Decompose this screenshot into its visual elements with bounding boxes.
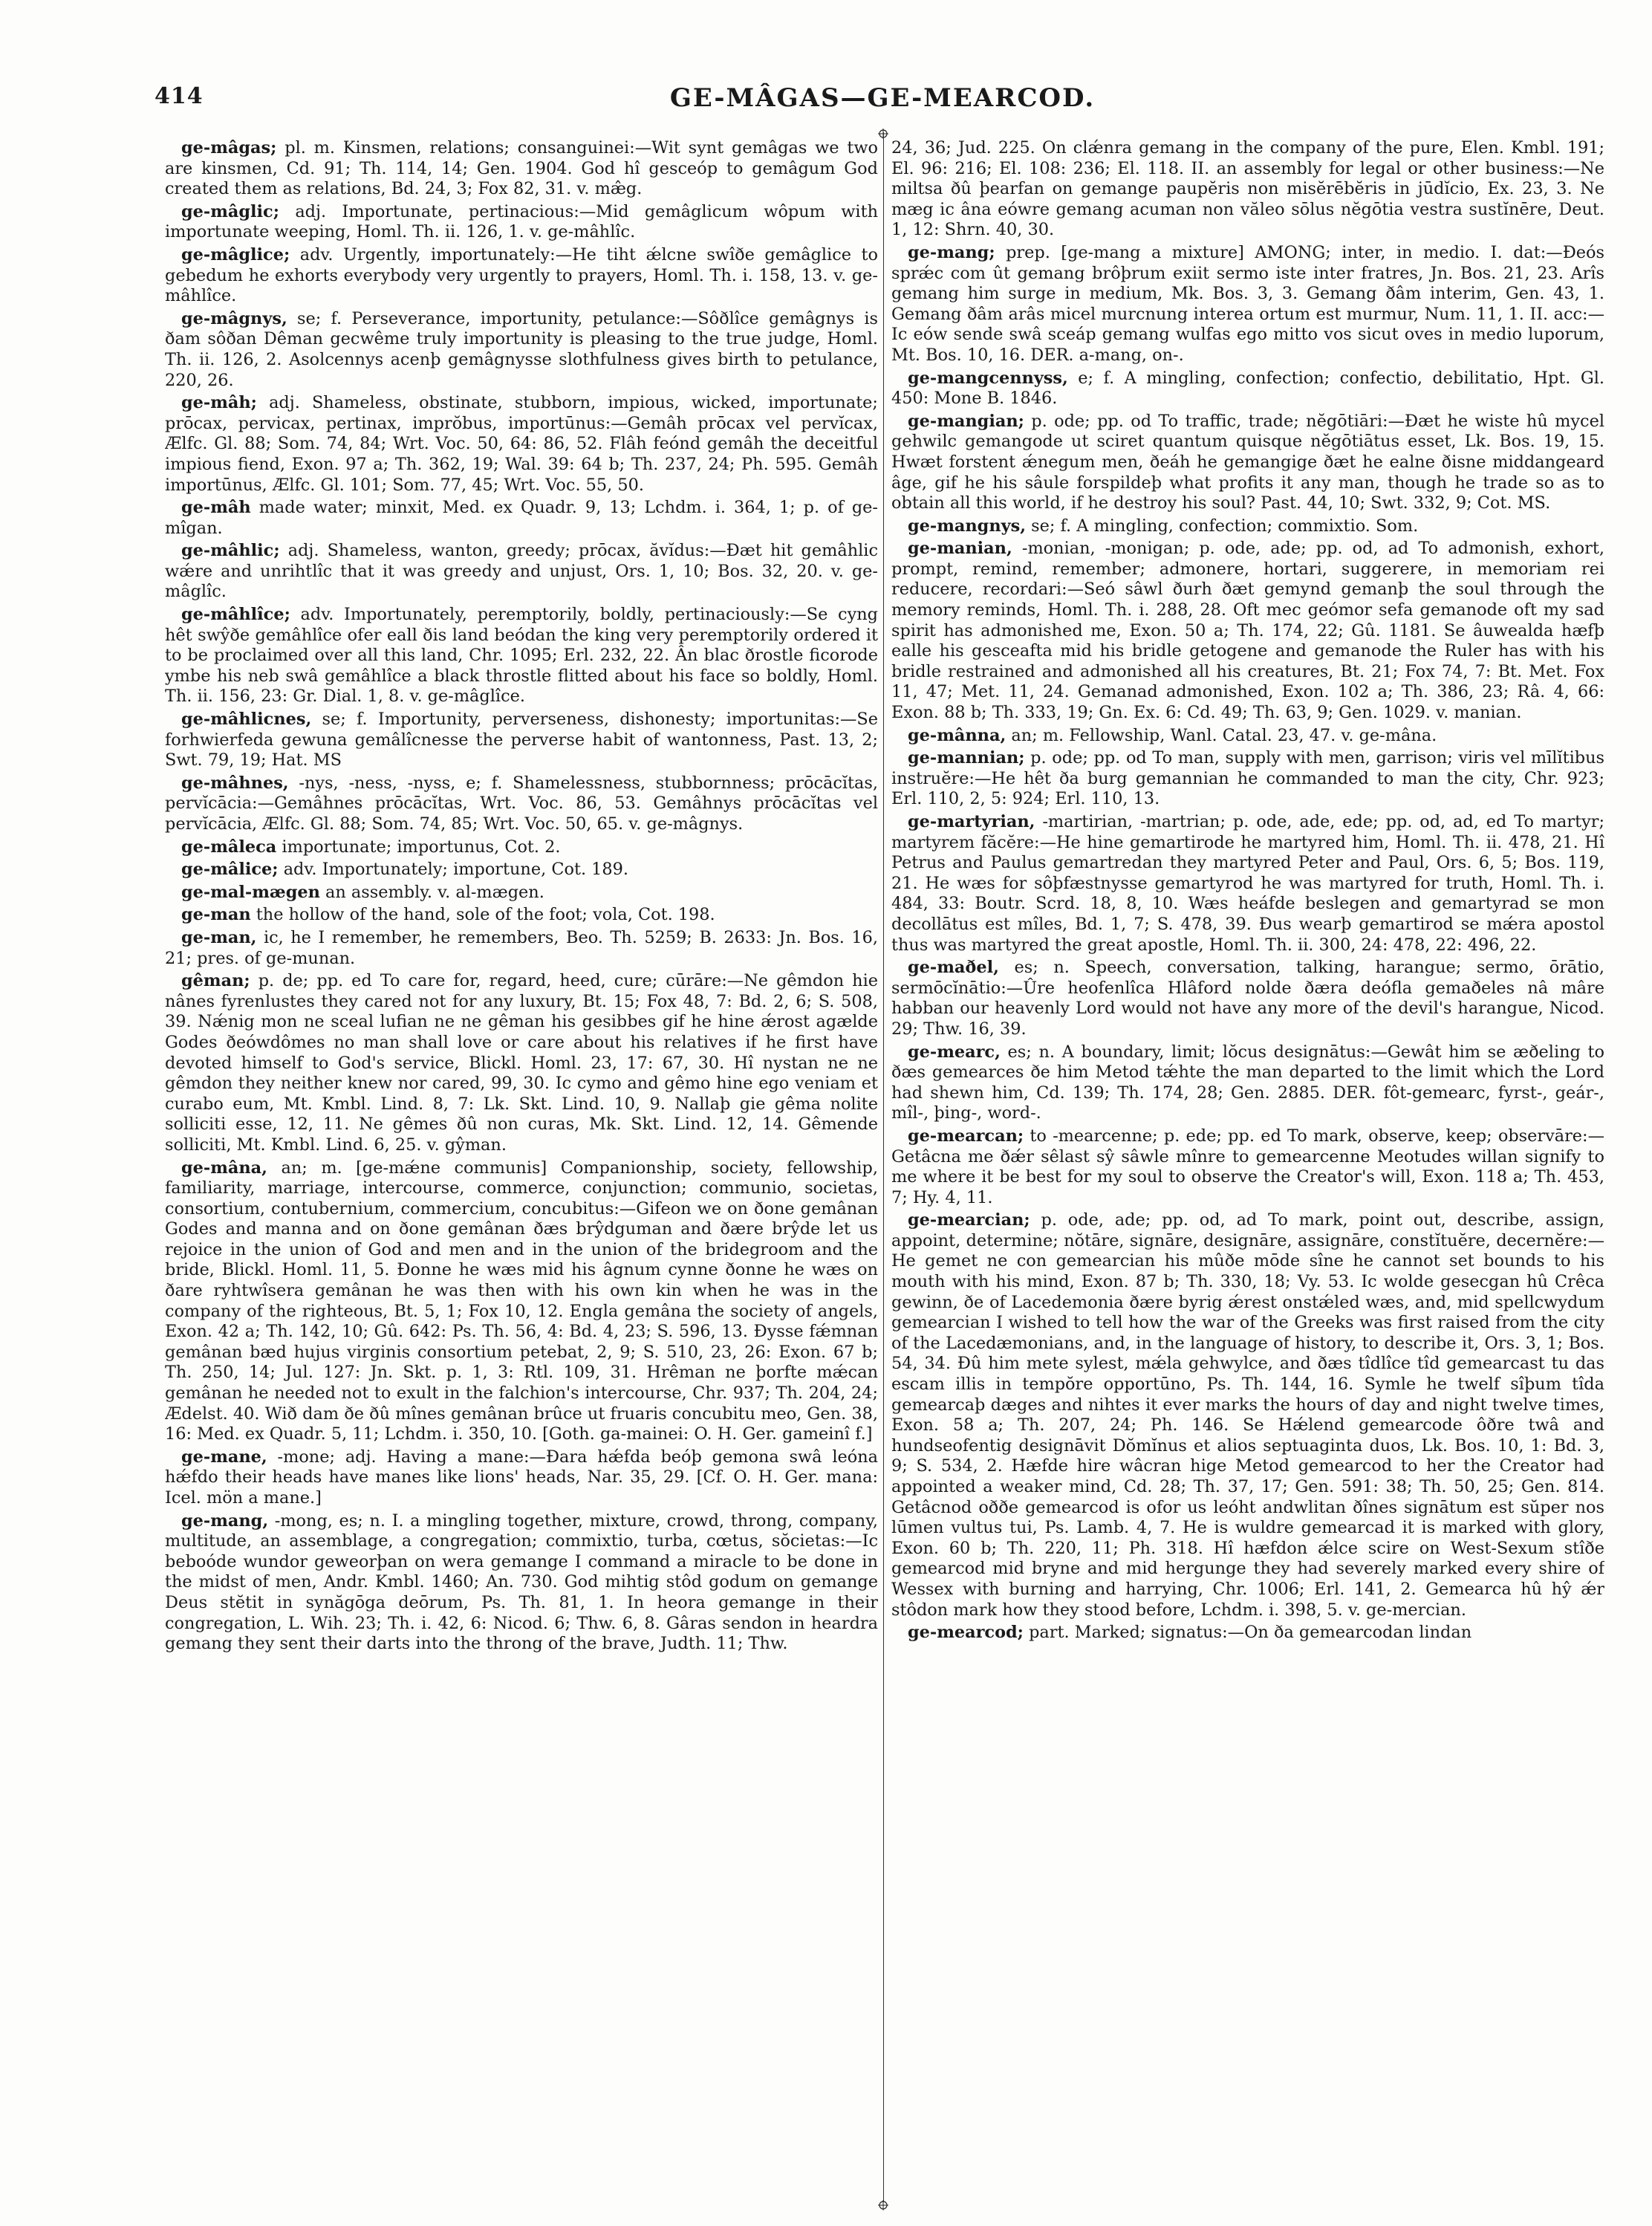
entry-text: pl. m. Kinsmen, relations; consanguinei:—Wit synt gemâgas we two are kinsmen, Cd. 91; Th. 114, 14; Gen. 1904. God hî gesceóp to gemâgum God created them as relations, Bd. 24, 3; Fox 82, 31. v. mæ̂g. (165, 138, 878, 199)
entry-text: the hollow of the hand, sole of the foot; vola, Cot. 198. (256, 905, 715, 925)
entry-headword: ge-mâlice; (181, 860, 279, 880)
entry-text: importunate; importunus, Cot. 2. (282, 837, 561, 857)
right-column (891, 138, 1604, 2204)
left-column (165, 138, 878, 2204)
dictionary-entry (891, 243, 1604, 366)
dictionary-entry (165, 1511, 878, 1655)
entry-text: adj. Shameless, wanton, greedy; prōcax, ăvĭdus:—Ðæt hit gemâhlic wǽre and unrihtlîc that it was greedy and unjust, Ors. 1, 10; Bos. 32, 20. v. ge-mâglîc. (165, 541, 878, 602)
entry-headword: ge-mal-mægen (181, 882, 320, 902)
entry-headword: ge-mâglic; (181, 201, 279, 221)
entry-text: to -mearcenne; p. ede; pp. ed To mark, observe, keep; observāre:—Getâcna me ðǽr sêlast sŷ sâwle mînre to gemearcenne Meotudes willan signify to me where it be best for my soul to observe the Creator's will, Exon. 118 a; Th. 453, 7; Hy. 4, 11. (891, 1126, 1604, 1207)
entry-headword: ge-mearcian; (908, 1210, 1030, 1230)
dictionary-entry (165, 837, 878, 858)
entry-text: -mong, es; n. I. a mingling together, mixture, crowd, throng, company, multitude, an assemblage, a congregation; commixtio, turba, cœtus, sŏcietas:—Ic beboóde wundor geweorþan on wera gemange I command a miracle to be done in the midst of men, Andr. Kmbl. 1460; An. 730. God mihtig stôd godum on gemange Deus stĕtit in synăgōga deōrum, Ps. Th. 81, 1. In heora gemange in their congregation, L. Wih. 23; Th. i. 42, 6: Nicod. 6; Thw. 6, 8. Gâras sendon in heardra gemang they sent their darts into the throng of the brave, Judth. 11; Thw. (165, 1510, 878, 1654)
dictionary-entry (165, 245, 878, 307)
dictionary-entry (891, 138, 1604, 241)
dictionary-entry (165, 498, 878, 539)
entry-headword: ge-mâhnes, (181, 773, 289, 793)
entry-text: p. ode; pp. od To man, supply with men, garrison; viris vel mīlĭtibus instruĕre:—He hêt ða burg gemannian he commanded to man the city, Chr. 923; Erl. 110, 2, 5: 924; Erl. 110, 13. (891, 748, 1604, 809)
entry-headword: ge-mâna, (181, 1158, 267, 1178)
dictionary-entry (165, 860, 878, 880)
entry-headword: ge-mâh (181, 498, 251, 518)
entry-text: se; f. Importunity, perverseness, dishonesty; importunitas:—Se forhwierfeda gewuna gemâlîcnesse the perverse habit of wantonness, Past. 13, 2; Swt. 79, 19; Hat. MS (165, 710, 878, 770)
entry-headword: ge-mâhlîce; (181, 605, 290, 625)
entry-text: adv. Importunately, peremptorily, boldly, pertinaciously:—Se cyng hêt swŷðe gemâhlîce ofer eall ðis land beódan the king very peremptorily ordered it to be proclaimed over all this land, Chr. 1095; Erl. 232, 22. Ân blac ðrostle ficorode ymbe his neb swâ gemâhlîce a black throstle flitted about his face so boldly, Homl. Th. ii. 156, 23: Gr. Dial. 1, 8. v. ge-mâglîce. (165, 605, 878, 707)
page-number: 414 (155, 83, 204, 109)
dictionary-entry (165, 710, 878, 771)
entry-headword: ge-mâgas; (181, 138, 277, 158)
page-title: GE-MÂGAS—GE-MEARCOD. (669, 83, 1096, 113)
entry-text: -monian, -monigan; p. ode, ade; pp. od, ad To admonish, exhort, prompt, remind, remember; admonere, hortari, suggerere, in memoriam rei reducere, recordari:—Seó sâwl ðurh ðæt gemynd gemanþ the soul through the memory reminds, Homl. Th. i. 288, 28. Oft mec geómor sefa gemanode oft my sad spirit has admonished me, Exon. 50 a; Th. 174, 22; Gû. 1181. Se âuwealda hæfþ ealle his gesceafta mid his bridle getogene and gemanode the Ruler has with his bridle restrained and admonished all his creatures, Bt. 21; Fox 74, 7: Bt. Met. Fox 11, 47; Met. 11, 24. Gemanad admonished, Exon. 102 a; Th. 386, 23; Râ. 4, 66: Exon. 88 b; Th. 333, 19; Gn. Ex. 6: Cd. 49; Th. 63, 9; Gen. 1029. v. manian. (891, 539, 1604, 723)
dictionary-entry (891, 516, 1604, 537)
dictionary-entry (891, 812, 1604, 955)
entry-headword: ge-mâh; (181, 393, 257, 413)
dictionary-entry (165, 773, 878, 835)
entry-headword: ge-mâglice; (181, 244, 290, 265)
entry-text: an; m. [ge-mǽne communis] Companionship, society, fellowship, familiarity, marriage, intercourse, commerce, conjunction; communio, societas, consortium, contubernium, commercium, concubitus:—Gifeon we on ðone gemânan Godes and manna and on ðone gemânan ðæs brŷdguman and ðære brŷde let us rejoice in the union of God and men and in the union of the bridegroom and the bride, Blickl. Homl. 11, 5. Ðonne he wæs mid his âgnum cynne ðonne he wæs on ðare ryhtwîsera gemânan he was then with his own kin when he was in the company of the righteous, Bt. 5, 1; Fox 10, 12. Engla gemâna the society of angels, Exon. 42 a; Th. 142, 10; Gû. 642: Ps. Th. 56, 4: Bd. 4, 23; S. 596, 13. Ðysse fǽmnan gemânan bæd hujus virginis consortium petebat, 2, 9; S. 510, 23, 26: Exon. 67 b; Th. 250, 14; Jul. 127: Jn. Skt. p. 1, 3: Rtl. 109, 31. Hrêman ne þorfte mǽcan gemânan he needed not to exult in the falchion's intercourse, Chr. 937; Th. 204, 24; Ædelst. 40. Wið dam ðe ðû mînes gemânan brûce ut fruaris concubitu meo, Gen. 38, 16: Med. ex Quadr. 5, 11; Lchdm. i. 350, 10. [Goth. ga-mainei: O. H. Ger. gameinî f.] (165, 1158, 878, 1444)
entry-headword: ge-mâgnys, (181, 308, 287, 328)
entry-headword: ge-mangcennyss, (908, 368, 1068, 388)
dictionary-entry (891, 1126, 1604, 1208)
dictionary-entry (165, 905, 878, 926)
dictionary-entry (165, 202, 878, 243)
entry-text: es; n. Speech, conversation, talking, harangue; sermo, ōrātio, sermōcĭnātio:—Ûre heofenlîca Hlâford nolde ðæra deófla gemaðeles nâ mâre habban our heavenly Lord would not have any more of the devil's harangue, Nicod. 29; Thw. 16, 39. (891, 958, 1604, 1039)
entry-headword: ge-martyrian, (908, 812, 1035, 831)
entry-text: part. Marked; signatus:—On ða gemearcodan lindan (1029, 1623, 1472, 1643)
entry-headword: ge-mang; (908, 242, 995, 262)
entry-headword: ge-maðel, (908, 958, 999, 978)
entry-text: p. de; pp. ed To care for, regard, heed, cure; cūrāre:—Ne gêmdon hie nânes fyrenlustes they cared not for any luxury, Bt. 15; Fox 48, 7: Bd. 2, 6; S. 508, 39. Nǽnig mon ne sceal lufian ne ne gêman his gesibbes gif he hine ǽrost agælde Godes ðeówdômes no man shall love or care about his relatives if he first have devoted himself to God's service, Blickl. Homl. 23, 17: 67, 30. Hî nystan ne ne gêmdon they neither knew nor cared, 99, 30. Ic cymo and gêmo hine ego veniam et curabo eum, Mt. Kmbl. Lind. 8, 7: Lk. Skt. Lind. 10, 9. Nallaþ gie gêma nolite solliciti esse, 12, 11. Ne gêmes ðû non curas, Mk. Skt. Lind. 12, 14. Gêmende solliciti, Mt. Kmbl. Lind. 6, 25. v. gŷman. (165, 971, 878, 1155)
dictionary-entry (891, 1210, 1604, 1620)
entry-text: e; f. A mingling, confection; confectio, debilitatio, Hpt. Gl. 450: Mone B. 1846. (891, 368, 1604, 409)
dictionary-entry (165, 605, 878, 707)
entry-text: ic, he I remember, he remembers, Beo. Th. 5259; B. 2633: Jn. Bos. 16, 21; pres. of ge-munan. (165, 927, 878, 968)
column-divider (883, 132, 884, 2202)
dictionary-entry (165, 309, 878, 391)
entry-text: es; n. A boundary, limit; lŏcus designātus:—Gewât him se æðeling to ðæs gemearces ðe him Metod tǽhte the man departed to the limit which the Lord had shewn him, Cd. 139; Th. 174, 28; Gen. 2885. DER. fôt-gemearc, fyrst-, geár-, mîl-, þing-, word-. (891, 1042, 1604, 1123)
dictionary-entry (891, 412, 1604, 514)
dictionary-entry (165, 928, 878, 969)
dictionary-entry (165, 883, 878, 903)
dictionary-entry (891, 958, 1604, 1039)
dictionary-entry (165, 393, 878, 496)
entry-text: adj. Shameless, obstinate, stubborn, impious, wicked, importunate; prōcax, pervicax, pertinax, imprŏbus, importūnus:—Gemâh prōcax vel pervĭcax, Ælfc. Gl. 88; Som. 74, 84; Wrt. Voc. 50, 64: 86, 52. Flâh feónd gemâh the deceitful impious fiend, Exon. 97 a; Th. 362, 19; Wal. 39: 64 b; Th. 237, 24; Ph. 595. Gemâh importūnus, Ælfc. Gl. 101; Som. 77, 45; Wrt. Voc. 55, 50. (165, 393, 878, 495)
dictionary-entry (165, 1158, 878, 1445)
registration-mark-icon (877, 2199, 889, 2211)
dictionary-entry (891, 1623, 1604, 1643)
entry-headword: ge-mane, (181, 1447, 267, 1467)
entry-headword: ge-mânna, (908, 725, 1007, 745)
entry-text: an assembly. v. al-mægen. (325, 882, 544, 902)
entry-text: -mone; adj. Having a mane:—Ðara hǽfda beóþ gemona swâ leóna hǽfdo their heads have manes like lions' heads, Nar. 35, 29. [Cf. O. H. Ger. mana: Icel. mön a mane.] (165, 1447, 878, 1508)
entry-text: adv. Urgently, importunately:—He tiht ǽlcne swîðe gemâglice to gebedum he exhorts everybody very urgently to prayers, Homl. Th. i. 158, 13. v. ge-mâhlîce. (165, 244, 878, 306)
entry-text: adj. Importunate, pertinacious:—Mid gemâglicum wôpum with importunate weeping, Homl. Th. ii. 126, 1. v. ge-mâhlîc. (165, 201, 878, 242)
dictionary-entry (165, 138, 878, 200)
entry-headword: ge-mearcod; (908, 1623, 1024, 1643)
entry-headword: ge-mangian; (908, 411, 1024, 431)
entry-text: -martirian, -martrian; p. ode, ade, ede; pp. od, ad, ed To martyr; martyrem făcĕre:—He hine gemartirode he martyred him, Homl. Th. ii. 478, 21. Hî Petrus and Paulus gemartredan they martyred Peter and Paul, Ors. 6, 5; Bos. 119, 21. He wæs for sôþfæstnysse gemartyrod he was martyred for truth, Homl. Th. i. 484, 33: Boutr. Scrd. 18, 8, 10. Wæs heáfde beslegen and gemartyrad se mon decollātus est mîles, Bd. 1, 7; S. 478, 39. Ðus wearþ gemartirod se mǽra apostol thus was martyred the great apostle, Homl. Th. ii. 300, 24: 478, 22: 496, 22. (891, 812, 1604, 955)
entry-headword: ge-manian, (908, 539, 1012, 559)
entry-text: adv. Importunately; importune, Cot. 189. (283, 860, 629, 880)
entry-headword: ge-mang, (181, 1510, 269, 1531)
dictionary-entry (891, 748, 1604, 810)
entry-text: 24, 36; Jud. 225. On clǽnra gemang in the company of the pure, Elen. Kmbl. 191; El. 96: 216; El. 108: 236; El. 118. II. an assembly for legal or other business:—Ne miltsa ðû þearfan on gemange paupĕris non misĕrēbĕris in jūdĭcio, Ex. 23, 3. Ne mæg ic âna eówre gemang acuman non văleo sōlus nĕgōtia vestra sustĭnēre, Deut. 1, 12: Shrn. 40, 30. (891, 138, 1604, 240)
dictionary-entry (165, 971, 878, 1155)
entry-text: made water; minxit, Med. ex Quadr. 9, 13; Lchdm. i. 364, 1; p. of ge-mîgan. (165, 498, 878, 538)
dictionary-entry (891, 369, 1604, 409)
page-header (155, 83, 1610, 120)
entry-headword: gêman; (181, 971, 250, 991)
entry-text: an; m. Fellowship, Wanl. Catal. 23, 47. v. ge-mâna. (1011, 725, 1437, 745)
entry-headword: ge-mearcan; (908, 1126, 1024, 1146)
entry-headword: ge-mearc, (908, 1042, 1001, 1062)
entry-text: prep. [ge-mang a mixture] AMONG; inter, in medio. I. dat:—Ðeós sprǽc com ût gemang brôþrum exiit sermo iste inter fratres, Jn. Bos. 21, 23. Arîs gemang him surge in medium, Mk. Bos. 3, 3. Gemang ðâm interim, Gen. 43, 1. Gemang ðâm arâs micel murcnung interea ortum est murmur, Num. 11, 1. II. acc:—Ic eów sende swâ sceáp gemang wulfas ego mitto vos sicut oves in medio luporum, Mt. Bos. 10, 16. DER. a-mang, on-. (891, 242, 1604, 365)
entry-headword: ge-mangnys, (908, 516, 1027, 536)
entry-text: p. ode, ade; pp. od, ad To mark, point out, describe, assign, appoint, determine; nŏtāre, signāre, designāre, assignāre, constĭtuĕre, decernĕre:—He gemet ne con gemearcian his mûðe mōde sîne he cannot set bounds to his mouth with his mind, Exon. 87 b; Th. 330, 18; Vy. 53. Ic wolde gesecgan hû Crêca gewinn, ðe of Lacedemonia ðære byrig ǽrest onstǽled wæs, and, mid spellcwydum gemearcian I wished to tell how the war of the Greeks was first raised from the city of the Lacedæmonians, and, in the language of history, to describe it, Ors. 3, 1; Bos. 54, 34. Ðû him mete sylest, mǽla gehwylce, and ðæs tîdlîce tîd gemearcast tu das escam illis in tempŏre opportūno, Ps. Th. 144, 16. Symle he twelf sîþum tîda gemearcaþ dæges and nihtes it ever marks the hours of day and night twelve times, Exon. 58 a; Th. 207, 24; Ph. 146. Se Hǽlend gemearcode ôðre twâ and hundseofentig designāvit Dŏmĭnus et alios septuaginta duos, Lk. Bos. 10, 1: Bd. 3, 9; S. 534, 2. Hæfde hire wâcran hige Metod gemearcod to her the Creator had appointed a weaker mind, Cd. 28; Th. 37, 17; Gen. 591: 38; Th. 50, 25; Gen. 814. Getâcnod oððe gemearcod is ofor us leóht andwlitan ðînes signātum est sŭper nos lūmen vultus tui, Ps. Lamb. 4, 7. He is wuldre gemearcad it is marked with glory, Exon. 60 b; Th. 220, 11; Ph. 318. Hî hæfdon ǽlce scire on West-Sexum stîðe gemearcod mid bryne and mid hergunge they had severely marked every shire of Wessex with burning and harrying, Chr. 1006; Erl. 141, 2. Gemearca hû hŷ ǽr stôdon mark how they stood before, Lchdm. i. 398, 5. v. ge-mercian. (891, 1210, 1604, 1620)
entry-text: p. ode; pp. od To traffic, trade; nĕgōtiāri:—Ðæt he wiste hû mycel gehwilc gemangode ut sciret quantum quisque nĕgōtiātus esset, Lk. Bos. 19, 15. Hwæt forstent ǽnegum men, ðeáh he gemangige ðæt he ealne ðisne middangeard âge, gif he his sâule forspildeþ what profits it any man, though he trade so as to obtain all this world, if he destroy his soul? Past. 44, 10; Swt. 332, 9; Cot. MS. (891, 411, 1604, 513)
entry-headword: ge-mannian; (908, 748, 1025, 768)
dictionary-entry (891, 726, 1604, 747)
entry-headword: ge-man, (181, 927, 257, 947)
dictionary-entry (165, 541, 878, 603)
dictionary-entry (891, 1042, 1604, 1124)
entry-text: se; f. Perseverance, importunity, petulance:—Sôðlîce gemâgnys is ðam sôðan Dêman gecwême truly importunity is pleasing to the true judge, Homl. Th. ii. 126, 2. Asolcennys acenþ gemâgnysse slothfulness gives birth to petulance, 220, 26. (165, 308, 878, 390)
entry-headword: ge-mâhlicnes, (181, 710, 312, 730)
entry-headword: ge-mâhlic; (181, 541, 280, 561)
entry-headword: ge-mâleca (181, 837, 277, 857)
dictionary-entry (891, 539, 1604, 723)
entry-headword: ge-man (181, 905, 251, 925)
entry-text: se; f. A mingling, confection; commixtio. Som. (1031, 516, 1419, 536)
entry-text: -nys, -ness, -nyss, e; f. Shamelessness, stubbornness; prōcācĭtas, pervĭcācia:—Gemâhnes prōcācĭtas, Wrt. Voc. 86, 53. Gemâhnys prōcācĭtas vel pervĭcācia, Ælfc. Gl. 88; Som. 74, 85; Wrt. Voc. 50, 65. v. ge-mâgnys. (165, 773, 878, 834)
dictionary-entry (165, 1447, 878, 1509)
